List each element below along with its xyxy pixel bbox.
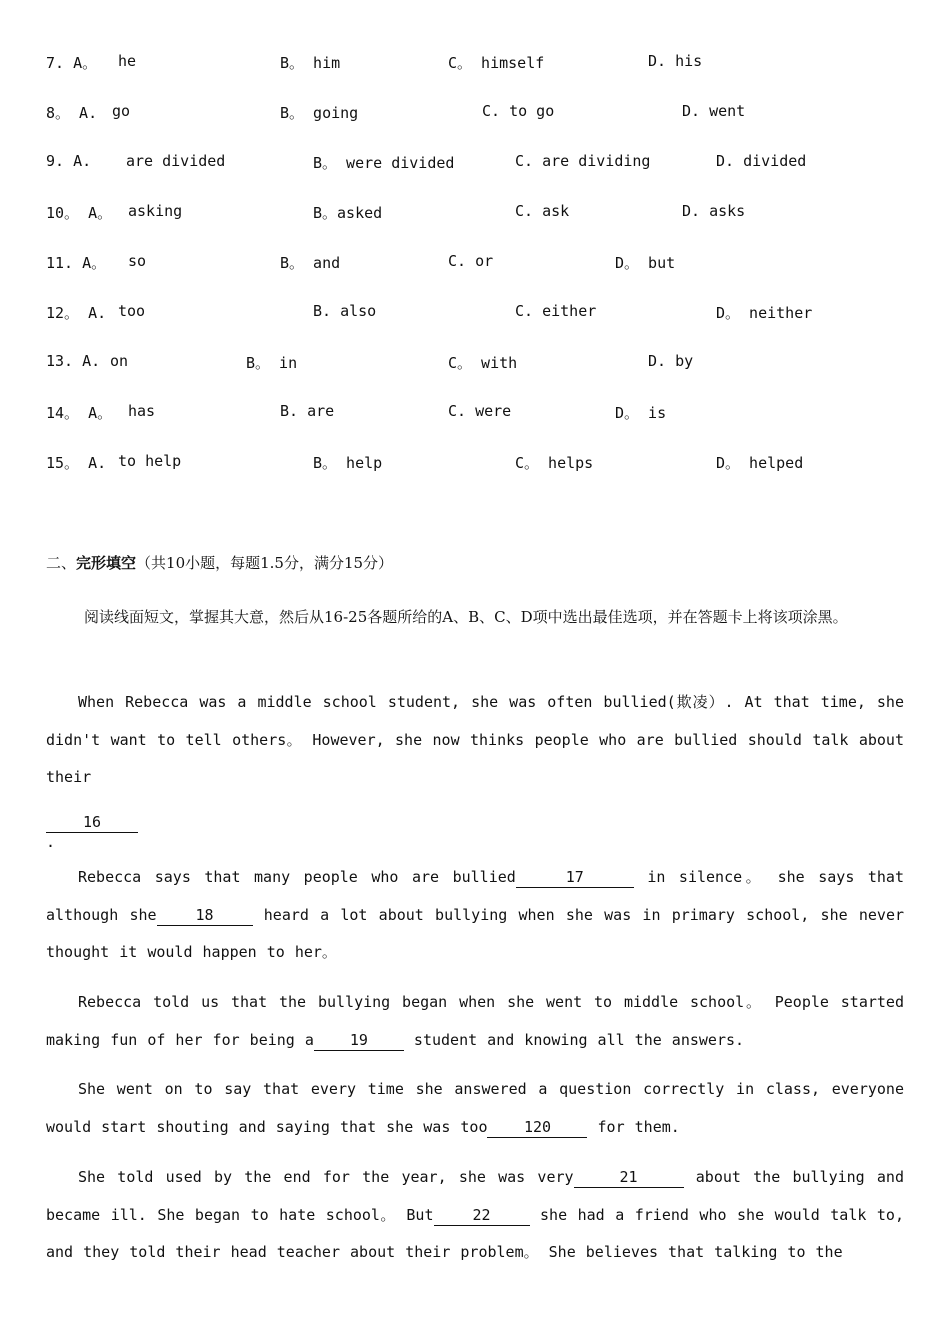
option-row: [0, 302, 950, 326]
option-d: D. his: [648, 52, 703, 70]
option-row: [0, 252, 950, 276]
passage-paragraph-1: [46, 684, 904, 797]
option-d: D. by: [648, 352, 694, 370]
option-d: D. asks: [682, 202, 746, 220]
passage-paragraph-3: [46, 984, 904, 1059]
passage-text: about the bullying and became ill. She began to hate school。 But: [46, 1168, 904, 1224]
option-d: D. went: [682, 102, 746, 120]
passage-text: Rebecca says that many people who are bullied: [78, 868, 516, 886]
passage-text: She went on to say that every time she answered a question correctly in class, everyone would start shouting and saying that she was too: [46, 1080, 904, 1136]
option-row: [0, 452, 950, 476]
passage-paragraph-2: [46, 859, 904, 972]
blank-16-line: [46, 812, 138, 851]
question-number: 9. A.: [46, 152, 92, 170]
option-a: so: [128, 252, 147, 270]
option-b: B。 were divided: [313, 154, 455, 172]
passage-text: for them.: [587, 1117, 680, 1136]
option-b: B。asked: [313, 204, 383, 222]
option-d: D。 helped: [716, 454, 804, 472]
option-b: B. are: [280, 402, 335, 420]
option-c: C。 with: [448, 354, 518, 372]
passage-text: in silence。 she says that although she: [46, 868, 904, 924]
option-d: D. divided: [716, 152, 807, 170]
option-c: C. to go: [482, 102, 555, 120]
option-c: C. or: [448, 252, 494, 270]
option-c: C. either: [515, 302, 597, 320]
passage-text: She told used by the end for the year, she was very: [78, 1168, 574, 1186]
question-number: 14。 A。: [46, 404, 113, 422]
question-number: 15。 A.: [46, 454, 107, 472]
blank-19: 19: [314, 1030, 404, 1051]
question-number: 10。 A。: [46, 204, 113, 222]
blank-16: 16: [46, 812, 138, 833]
option-row: [0, 402, 950, 426]
option-row: [0, 102, 950, 126]
section-detail: （共10小题，每题1.5分，满分15分）: [136, 554, 394, 572]
option-b: B。 him: [280, 54, 341, 72]
option-a: to help: [118, 452, 182, 470]
passage-text: Rebecca told us that the bullying began when she went to middle school。 People started making fun of her for being a: [46, 993, 904, 1049]
blank-21: 21: [574, 1167, 684, 1188]
blank-16-period: .: [46, 833, 56, 851]
passage-paragraph-5: [46, 1159, 904, 1272]
option-row: [0, 352, 950, 376]
passage-text: student and knowing all the answers.: [403, 1030, 745, 1049]
option-d: D。 neither: [716, 304, 813, 322]
option-b: B。 help: [313, 454, 383, 472]
passage-paragraph-4: [46, 1071, 904, 1146]
question-number: 7. A。: [46, 54, 98, 72]
passage-text: When Rebecca was a middle school student, she was often bullied(欺凌）. At that time, she didn't want to tell others。 However, she now thinks people who are bullied should talk about their: [46, 693, 904, 786]
option-c: C. were: [448, 402, 512, 420]
option-b: B. also: [313, 302, 377, 320]
option-b: B。 and: [280, 254, 341, 272]
blank-20: 120: [487, 1117, 587, 1138]
section-title: [46, 552, 393, 573]
option-row: [0, 52, 950, 76]
option-a: he: [118, 52, 137, 70]
section-prefix: 二、: [46, 554, 77, 572]
question-number: 12。 A.: [46, 304, 107, 322]
passage-text: heard a lot about bullying when she was in primary school, she never thought it would happen to her。: [46, 905, 905, 961]
option-a: too: [118, 302, 146, 320]
option-c: C。 himself: [448, 54, 545, 72]
option-a: go: [112, 102, 131, 120]
question-number: 13. A.: [46, 352, 101, 370]
option-c: C. are dividing: [515, 152, 651, 170]
blank-22: 22: [434, 1205, 530, 1226]
section-instructions: 阅读线面短文，掌握其大意，然后从16-25各题所给的A、B、C、D项中选出最佳选项，并在答题卡上将该项涂黑。: [84, 608, 848, 626]
option-d: D。 but: [615, 254, 676, 272]
option-d: D。 is: [615, 404, 667, 422]
option-c: C。 helps: [515, 454, 594, 472]
option-c: C. ask: [515, 202, 570, 220]
question-number: 8。 A.: [46, 104, 98, 122]
option-b: B。 in: [246, 354, 298, 372]
blank-17: 17: [516, 867, 634, 888]
option-b: B。 going: [280, 104, 359, 122]
option-a: has: [128, 402, 156, 420]
section-name: 完形填空: [76, 554, 137, 572]
passage-text: she had a friend who she would talk to, and they told their head teacher about their problem。 She believes that talking to the: [46, 1205, 904, 1261]
option-row: [0, 202, 950, 226]
question-number: 11. A。: [46, 254, 107, 272]
option-a: asking: [128, 202, 183, 220]
option-a: on: [110, 352, 129, 370]
option-row: [0, 152, 950, 176]
blank-18: 18: [157, 905, 253, 926]
option-a: are divided: [126, 152, 226, 170]
